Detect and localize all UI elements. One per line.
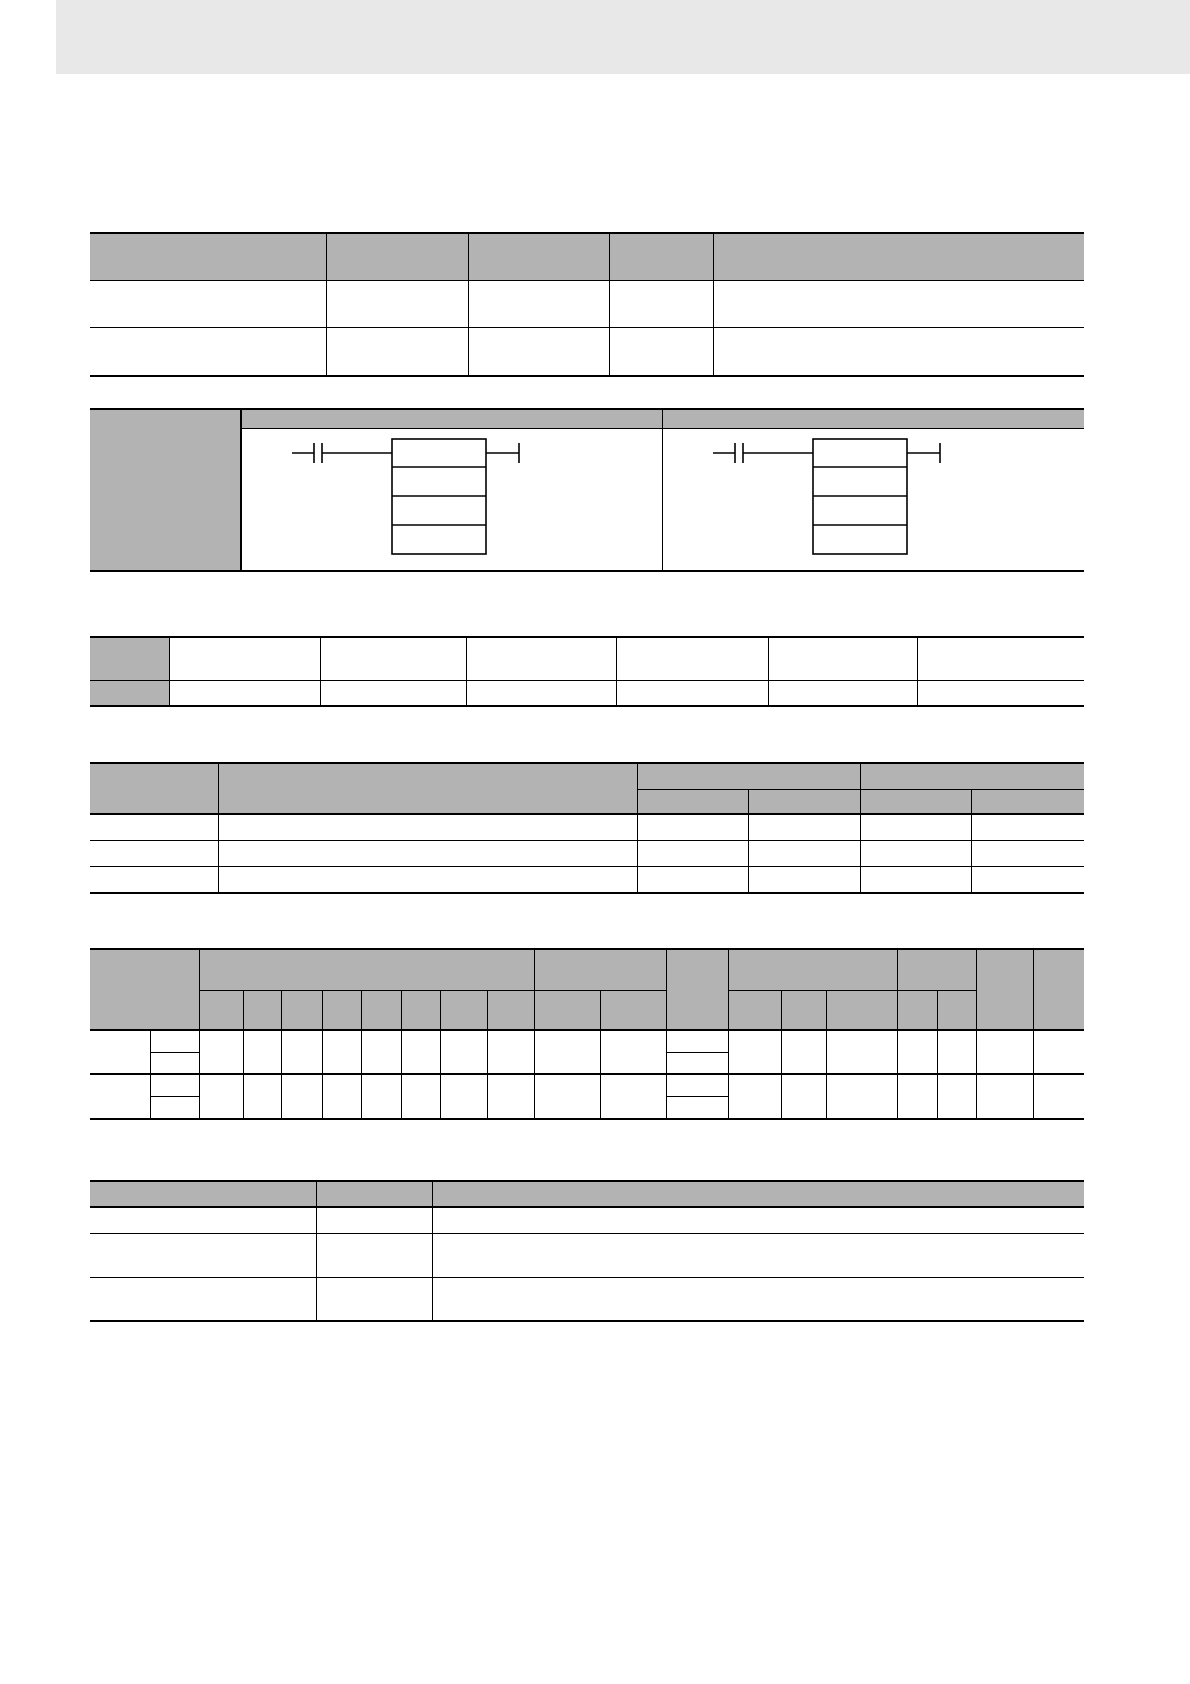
instruction-variants-table xyxy=(90,232,1084,377)
table-header-row xyxy=(90,990,1084,1030)
table-row xyxy=(90,1277,1084,1320)
table-row xyxy=(90,814,1084,840)
table-header-row xyxy=(90,764,1084,789)
table-row xyxy=(90,280,1084,327)
symbol-label-cell xyxy=(90,410,242,570)
table-row xyxy=(90,680,1084,705)
table-row xyxy=(90,1207,1084,1233)
table-row xyxy=(90,327,1084,375)
applicable-program-areas-table xyxy=(90,762,1084,894)
table-header-row xyxy=(90,950,1084,990)
table-header-row xyxy=(90,234,1084,280)
table-row xyxy=(90,1030,1084,1052)
table-row xyxy=(90,840,1084,866)
table-row xyxy=(90,866,1084,892)
table-row xyxy=(90,1074,1084,1096)
ladder-symbol-block xyxy=(90,408,1084,572)
flags-table xyxy=(90,1180,1084,1322)
table-row xyxy=(90,1233,1084,1277)
ladder-symbol-panel xyxy=(663,410,1084,570)
table-row xyxy=(90,638,1084,680)
page-header-band xyxy=(56,0,1190,74)
operand-specifications-table xyxy=(90,948,1084,1120)
variations-table xyxy=(90,636,1084,707)
ladder-diagram xyxy=(242,429,662,568)
ladder-diagram xyxy=(663,429,1084,568)
ladder-symbol-panel xyxy=(242,410,663,570)
table-header-row xyxy=(90,1182,1084,1207)
